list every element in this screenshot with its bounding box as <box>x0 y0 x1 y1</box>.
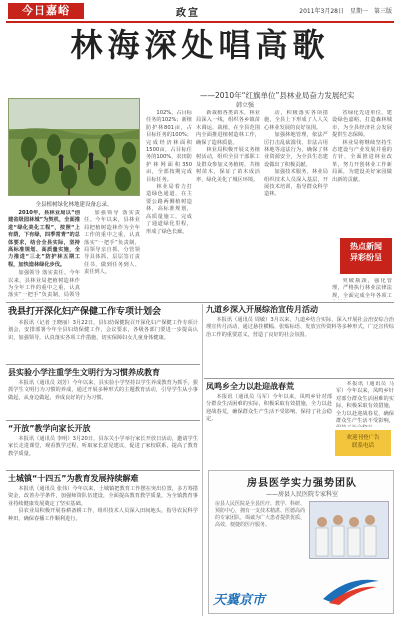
column-divider <box>202 304 203 616</box>
article-divider <box>6 420 200 421</box>
ribbon-line: 异彩纷呈 <box>350 253 382 262</box>
ad-body: 房县人民医院是全县医疗、教学、科研、预防中心，拥有一支技术精湛、医德高尚的专家团队，竭诚为广大患者提供优质、高效、便捷的医疗服务。 <box>215 501 306 528</box>
paragraph: 本报讯（通讯员 马军）今年以来，凤鸣乡针对部分群众生活困难的实际，积极采取有效措施，全力以赴迎战春荒，确保群众生产生活不受影响， <box>336 381 394 425</box>
lead-photo <box>8 98 140 196</box>
paragraph: 加强林地管理，依法严厉打击乱砍滥伐、非法占用林地等违法行为，确保了林业资源安全，为全县生态建设做出了积极贡献。 <box>264 132 328 168</box>
article-title: 九道乡深入开展综治宣传月活动 <box>206 305 318 314</box>
article-title: 凤鸣乡全力以赴迎战春荒 <box>206 382 294 391</box>
issue-date: 2011年3月28日 星期一 第三版 <box>299 8 392 15</box>
classified-ad-line: 联系电话 <box>351 443 374 449</box>
paragraph: 加强领导 落实责任。今年以来，县林业局把植树造林作为全年工作的重中之重，认真落实“一把手”负责制，局领导亲自抓，分管领导具体抓，层层签订责任书，做到任务到人、责任到人。 <box>84 210 140 276</box>
paragraph: 本报讯（记者 王晓丽）3月22日，县妇幼保健院召开深化妇产保健工作专项计划会，安排部署今年全县妇幼保健工作，会议要求，各级各部门要进一步提高认识，加强领导，认真落实各项工作措施，切实保障妇女儿童身体健康。 <box>8 320 198 341</box>
hospital-advertisement <box>208 470 394 614</box>
classified-ad <box>335 430 391 456</box>
paragraph: 2010年，县林业局以“创建省级园林城”为契机，全面推进“绿化美化工程”，按照“上有荫，下有绿，四季常青”的总体要求，结合全县实际，坚持高标准规划、高质量实施，全力推进“三北”防护林五期工程，加快造林绿化步伐。 <box>8 210 80 268</box>
article-title: 县实验小学注重学生文明行为习惯养成教育 <box>8 368 160 377</box>
article-2 <box>8 367 198 418</box>
staff-group-image <box>310 502 389 559</box>
article-title: 我县打开深化妇产保健工作专项计划会 <box>8 307 162 317</box>
hospital-staff-photo <box>309 501 389 559</box>
lead-column-5 <box>332 110 392 236</box>
paragraph: 动，积极落实各项措施，全县上下形成了人人关心林业发展的良好氛围。 <box>264 110 328 131</box>
article-title: “开放”教学向家长开放 <box>8 424 91 433</box>
paragraph: 林业局着力打造绿色通道，在主要公路两侧植树造林，高标准规划，高质量施工，完成了通道绿化里程，形成了绿色长廊。 <box>146 184 192 235</box>
paragraph: 新栽植各类苗木，林业局深入一线，组织各乡镇苗木调运、栽植，在全县范围内全面推进植树造林工作，确保了造林质量。 <box>196 110 260 146</box>
paragraph: 本报讯（通讯员 周敏）3月以来，九道乡结合实际，深入开展社会治安综合治理宣传月活动，通过悬挂横幅、张贴标语、发放宣传资料等多种形式，广泛宣传综治工作的重要意义，营造了良好的社会氛围。 <box>206 317 394 338</box>
lead-column-5b <box>332 278 392 300</box>
paragraph: 本报讯（通讯员 李明）3月20日，县东关小学举行家长开放日活动，邀请学生家长走进课堂，观看教学过程，听取家长意见建议，促进了家校联系，提高了教育教学质量。 <box>8 436 198 457</box>
article-1 <box>8 306 198 362</box>
paragraph: 102%，占目标任务的102%；新植防护林801亩，占目标任务的100%；完成经济林面积1500亩，占目标任务的100%，农田防护林网面积350亩，全部按期完成目标任务。 <box>146 110 192 183</box>
article-4 <box>8 473 198 615</box>
newspaper-logo: 今日嘉峪 <box>8 3 84 19</box>
ad-brand-logo: 天冀京市 <box>213 593 266 608</box>
lead-column-1b <box>84 210 140 300</box>
article-divider <box>6 470 200 471</box>
paragraph: 林业局积极开展义务植树活动，组织全县干部职工及群众参加义务植树，共植树苗木，保证了苗木成活率，绿化美化了城区环境。 <box>196 147 260 183</box>
masthead-rule <box>6 21 394 23</box>
tree-field-image <box>9 99 140 196</box>
section-divider <box>6 302 394 303</box>
article-3 <box>8 423 198 468</box>
article-title: 土城镇“十四五”为教育发展持续解难 <box>8 474 139 483</box>
section-title: 政宣 <box>176 8 200 19</box>
masthead <box>0 0 400 22</box>
article-5 <box>206 304 394 376</box>
ribbon-line: 热点新闻 <box>350 242 382 251</box>
lead-byline: 韩立强 <box>236 102 255 109</box>
article-6b <box>336 381 394 427</box>
photo-caption: 全县植树绿化林地建设备忘录。 <box>35 202 113 208</box>
paragraph: 突破瓶颈，强化管理，严格执行林业法律法规，全面完成全年各项工 <box>332 278 392 299</box>
lead-column-2 <box>146 110 192 300</box>
ad-title: 房县医学实力强势团队 <box>247 478 357 489</box>
paragraph: 省绿化先进单位，建设绿色嘉峪，打造森林城市，为全县经济社会发展提供生态保障。 <box>332 110 392 139</box>
swoosh-logo-icon <box>319 571 383 607</box>
paragraph: 本报讯（通讯员 马军）今年以来，凤鸣乡针对部分群众生活困难的实际，积极采取有效措施，全力以赴迎战春荒，确保群众生产生活不受影响，保持了社会稳定。 <box>206 394 332 423</box>
lead-column-3 <box>196 110 260 300</box>
article-6 <box>206 381 332 467</box>
paragraph: 加强领导 落实责任。今年以来，县林业局把植树造林作为全年工作的重中之重，认真落实“一把手”负责制，局领导 <box>8 270 80 299</box>
ad-subtitle: ——房县人民医院专家科室 <box>265 491 338 498</box>
paragraph: 林业局将继续坚持生态建设与产业发展并重的方针，全面推进林业改革，努力开创林业工作新局面，为建设美好家园做出新的贡献。 <box>332 139 392 183</box>
article-divider <box>6 364 200 365</box>
lead-headline: 林海深处唱高歌 <box>70 26 330 64</box>
paragraph: 本报讯（通讯员 刘芳）今年以来，县实验小学坚持以学生养成教育为抓手，狠抓学生文明行为习惯的养成，通过开展多种形式的主题教育活动，引导学生从小事做起，从身边做起，养成良好的行为习惯。 <box>8 380 198 401</box>
paragraph: 本报讯（通讯员 张伟）今年以来，土城镇把教育工作摆在突出位置，多方筹措资金，改善办学条件，加强师资队伍建设，全面提高教育教学质量，为全镇教育事业持续健康发展奠定了坚实基础。 <box>8 486 198 507</box>
article-divider <box>204 378 394 379</box>
lead-column-1 <box>8 210 80 300</box>
paragraph: 加强技术服务，林业局组织技术人员深入基层，开展技术培训，指导群众科学造林。 <box>264 169 328 198</box>
paragraph: 县农业局积极开展春耕备耕工作，组织技术人员深入田间地头，指导农民科学种田，确保春播工作顺利进行。 <box>8 508 198 522</box>
lead-column-4 <box>264 110 328 300</box>
section-ribbon <box>340 238 392 274</box>
lead-subhead: ——2010年“红旗单位”县林业局奋力发展纪实 <box>200 91 355 100</box>
classified-ad-line: 欢迎刊登广告 <box>346 435 380 441</box>
